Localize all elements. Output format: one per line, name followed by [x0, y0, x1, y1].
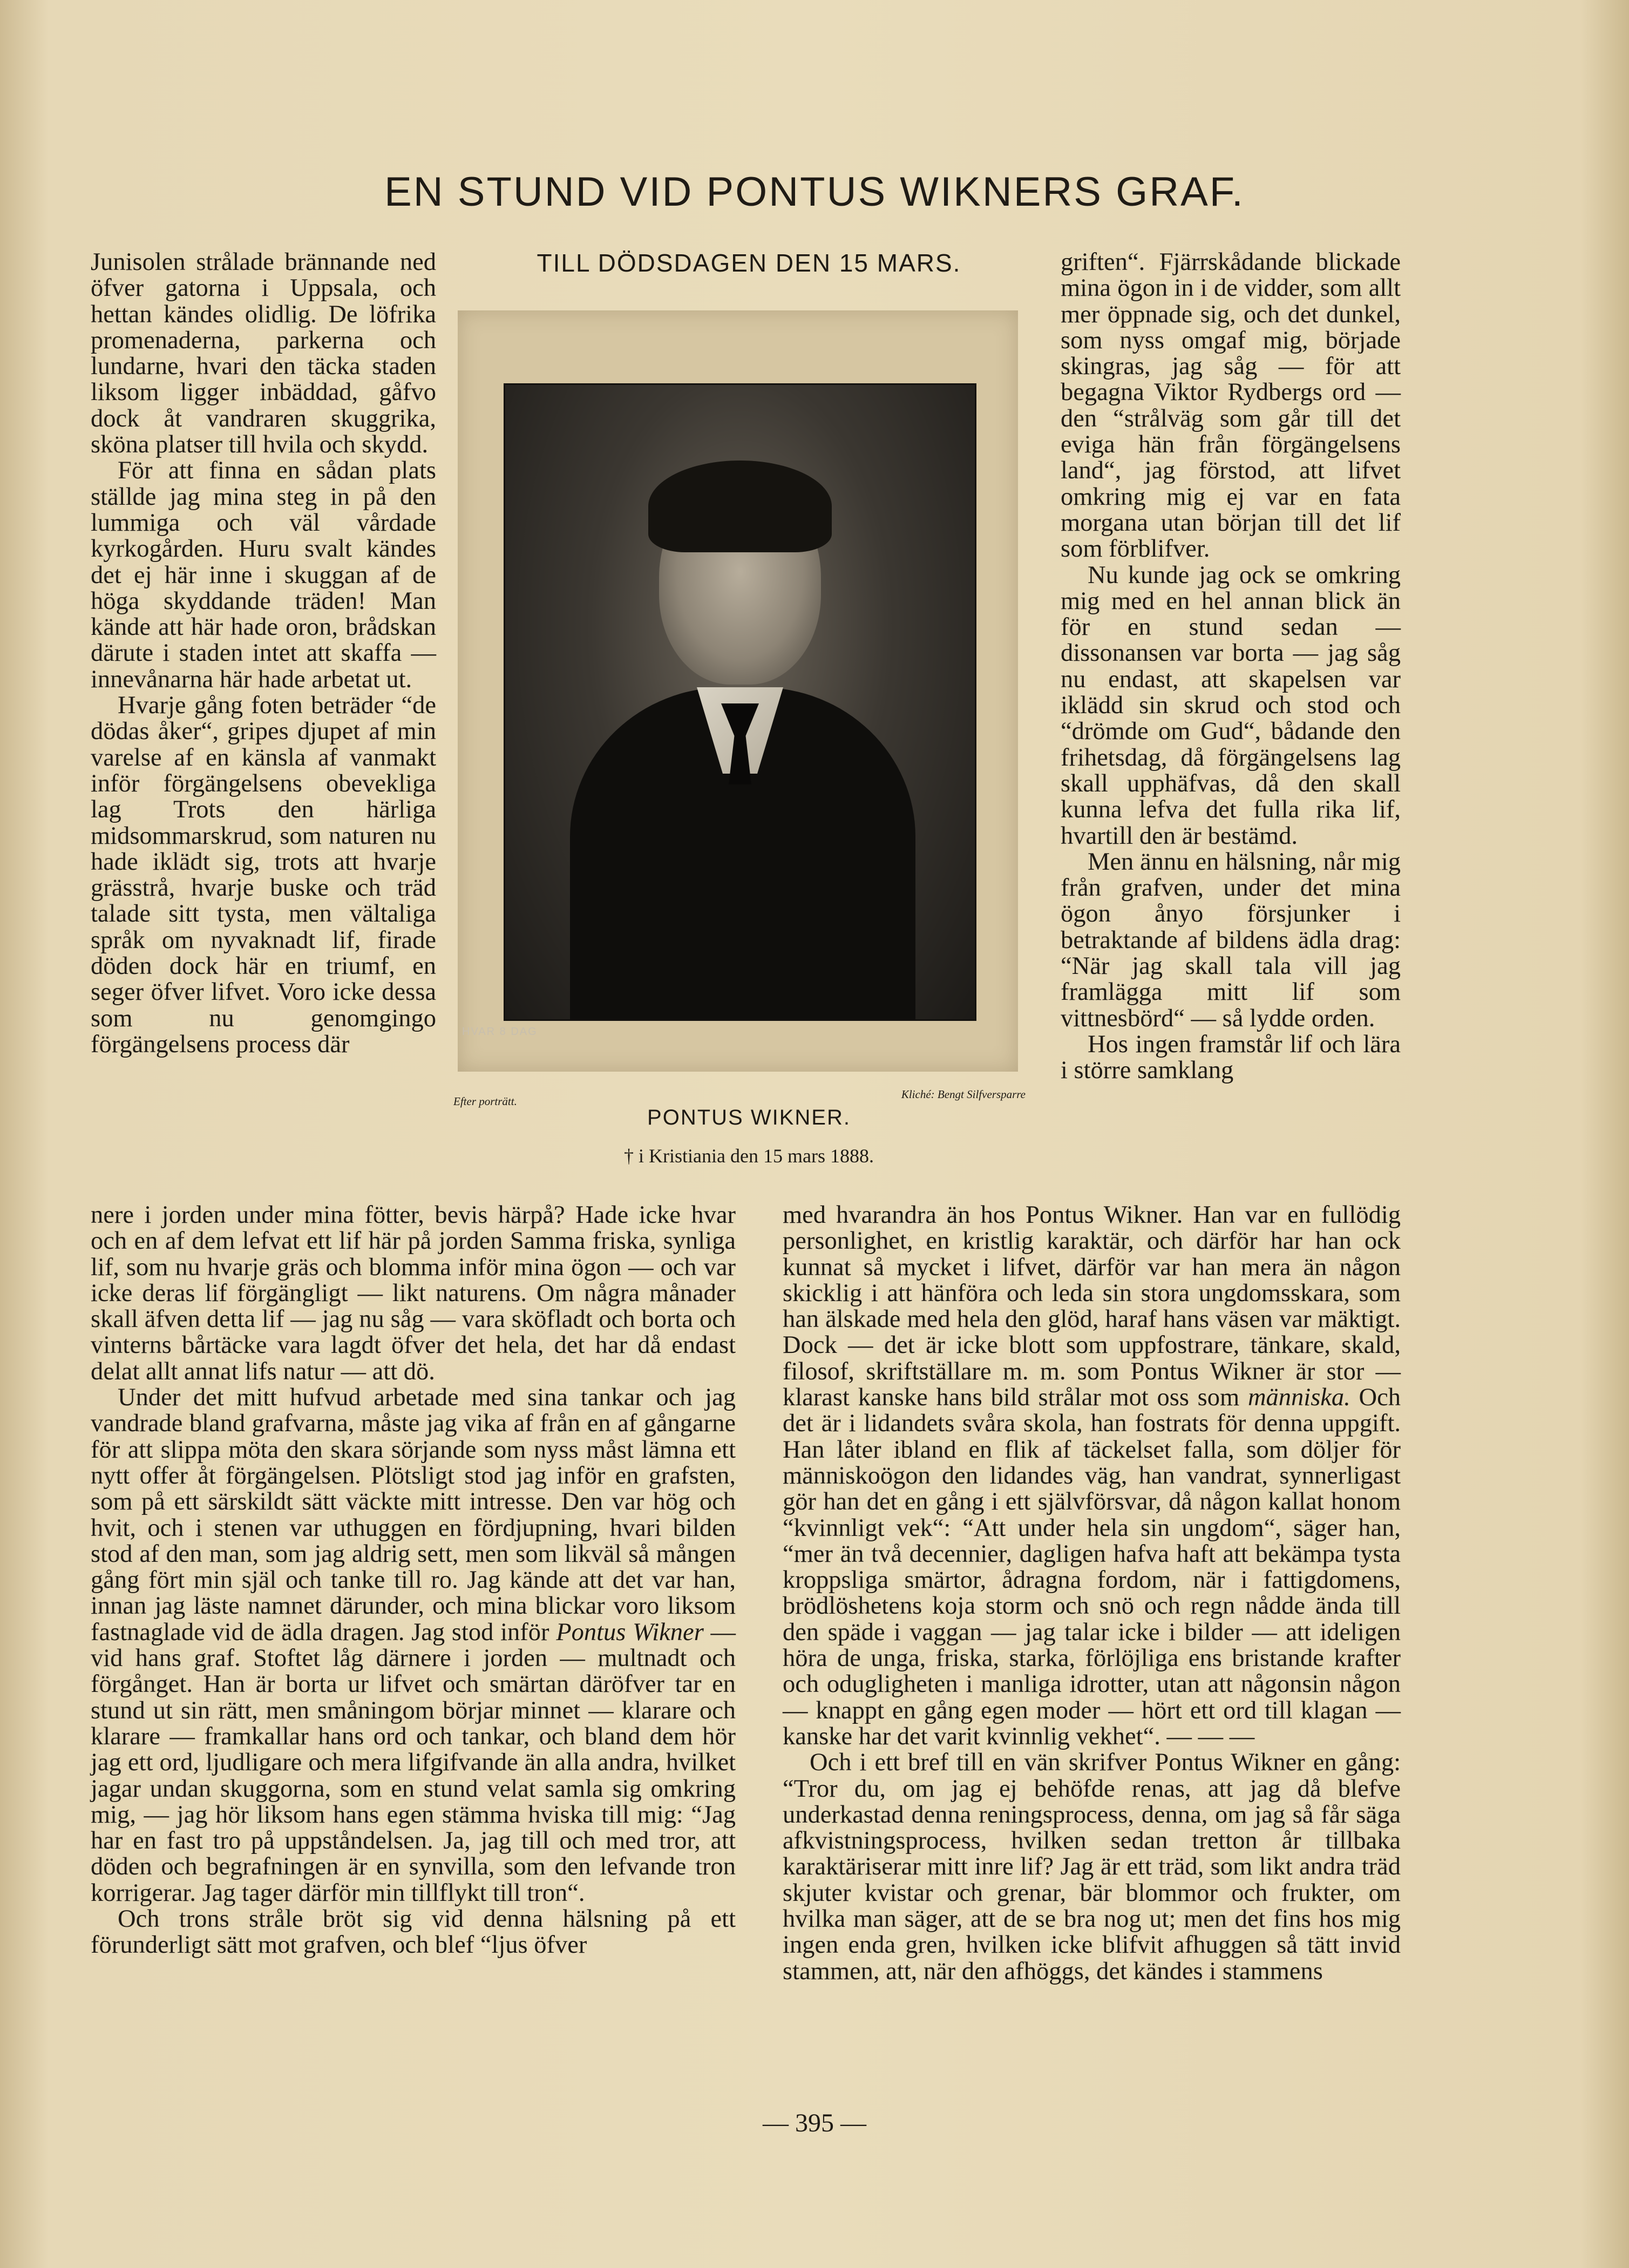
- figure-dedication: TILL DÖDSDAGEN DEN 15 MARS.: [537, 249, 961, 277]
- paragraph: nere i jorden under mina fötter, bevis härpå? Hade icke hvar och en af dem lefvat ett lif här på jorden Samma friska, synliga lif, som nu hvarje gräs och blomma inför mina ögon — och var icke deras lif förgängligt — likt naturens. Om några månader skall äfven detta lif — jag nu såg — vara sköfladt och borta och vinterns bårtäcke vara lagdt öfver det hela, det har då endast delat allt annat lifs natur — att dö.: [91, 1201, 736, 1385]
- paragraph-text: Och det är i lidandets svåra skola, han fostrats för denna uppgift. Han låter ibland en flik af täckelset falla, som döljer för människoögon den lidandes väg, han vandrat, synnerligast gör han det en gång i ett självförsvar, då någon kallat honom “kvinnligt vek“: “Att under hela sin ungdom“, säger han, “mer än två decennier, dagligen hafva haft att bekämpa tysta kroppsliga smärtor, ådragna fordom, när i fattigdomens, brödlöshetens koja storm och snö och regn nådde ända till den späde i vaggan — jag talar icke i bilder — att ideligen höra de unga, friska, starka, förlöjliga ens bristande krafter och odugligheten i manliga idrotter, utan att någonsin någon — knappt en gång egen moder — hört ett ord till klagan — kanske har det varit kvinnlig vekhet“. — — —: [783, 1384, 1401, 1750]
- figure-caption-date: † i Kristiania den 15 mars 1888.: [624, 1145, 874, 1167]
- right-column: [1061, 249, 1401, 1084]
- paragraph: Junisolen strålade brännande ned öfver gatorna i Uppsala, och hettan kändes olidlig. De löfrika promenaderna, parkerna och lundarne, hvari den täcka staden liksom ligger inbäddad, gåfvo dock åt vandraren skuggrika, sköna platser till hvila och skydd.: [91, 248, 436, 459]
- paragraph: För att finna en sådan plats ställde jag mina steg in på den lummiga och väl vårdade kyrkogården. Huru svalt kändes det ej här inne i skuggan af de höga skyddande träden! Man kände att här hade oron, brådskan därute i staden intet att skaffa — innevånarna här hade arbetat ut.: [91, 457, 436, 693]
- paragraph: Och trons stråle bröt sig vid denna hälsning på ett förunderligt sätt mot grafven, och blef “ljus öfver: [91, 1905, 736, 1959]
- bottom-right-column: [783, 1202, 1401, 1985]
- photo-mount: [458, 310, 1018, 1072]
- photo-credit-source: Efter porträtt.: [453, 1095, 517, 1108]
- paragraph: Hvarje gång foten beträder “de dödas åker“, gripes djupet af min varelse af en känsla af vanmakt inför förgängelsens obevekliga lag Trots den härliga midsommarskrud, som naturen nu hade iklädt sig, trots att hvarje grässtrå, hvarje buske och träd talade sitt tysta, men vältaliga språk om nyvaknadt lif, firade döden dock här en triumf, en seger öfver lifvet. Voro icke dessa som nu genomgingo förgängelsens process där: [91, 692, 436, 1058]
- emphasized-name: Pontus Wikner: [556, 1618, 704, 1646]
- portrait-hair: [648, 461, 832, 552]
- portrait-photo: [504, 383, 976, 1021]
- paragraph: [91, 1385, 736, 1906]
- paragraph: Nu kunde jag ock se omkring mig med en hel annan blick än för en stund sedan — dissonansen var borta — jag såg nu endast, att skapelsen var iklädd sin skrud och stod och “drömde om Gud“, bådande den frihetsdag, då förgängelsens lag skall upphäfvas, då den skall kunna lefva det fulla rika lif, hvartill den är bestämd.: [1061, 561, 1401, 850]
- paragraph: Hos ingen framstår lif och lära i större samklang: [1061, 1030, 1401, 1085]
- article-title: EN STUND VID PONTUS WIKNERS GRAF.: [384, 169, 1245, 215]
- paragraph: griften“. Fjärrskådande blickade mina ögon in i de vidder, som allt mer öppnade sig, och det dunkel, som nyss omgaf mig, började skingras, jag såg — för att begagna Viktor Rydbergs ord — den “strålväg som går till det eviga hän från förgängelsens land“, jag förstod, att lifvet omkring mig ej var en fata morgana utan början till det lif som förblifver.: [1061, 248, 1401, 563]
- photo-credit-engraver: Kliché: Bengt Silfversparre: [901, 1088, 1026, 1101]
- left-column: [91, 249, 436, 1058]
- photo-stamp: HVAR 8 DAG: [462, 1026, 538, 1038]
- paragraph-text: Under det mitt hufvud arbetade med sina tankar och jag vandrade bland grafvarna, måste jag vika af från en af gångarne för att slippa möta den skara sörjande som nyss måst lämna ett nytt offer åt förgängelsen. Plötsligt stod jag inför en grafsten, som på ett särskildt sätt väckte mitt intresse. Den var hög och hvit, och i stenen var uthuggen en fördjupning, hvari bilden stod af den man, som jag aldrig sett, men som likväl så mången gång fört min själ och tanke till ro. Jag kände att det var han, innan jag läste namnet därunder, och mina blickar voro liksom fastnaglade vid de ädla dragen. Jag stod inför: [91, 1384, 736, 1646]
- paragraph-text: — vid hans graf. Stoftet låg därnere i jorden — multnadt och förgånget. Han är borta ur lifvet och smärtan däröfver tar en stund ut sin rätt, men småningom börjar minnet — klarare och klarare — framkallar hans ord och tankar, och bland dem hör jag ett ord, ljudligare och mera lifgifvande än alla andra, hvilket jagar undan skuggorna, som en stund velat samla sig omkring mig, — jag hör liksom hans egen stämma hviska till mig: “Jag har en fast tro på uppståndelsen. Ja, jag till och med tror, att döden och begrafningen är en synvilla, som den lefvande tron korrigerar. Jag tager därför min tillflykt till tron“.: [91, 1618, 736, 1907]
- bottom-left-column: [91, 1202, 736, 1959]
- emphasized-word: människa.: [1247, 1384, 1350, 1412]
- portrait-figure: [443, 248, 1055, 1180]
- paragraph: Och i ett bref till en vän skrifver Pontus Wikner en gång: “Tror du, om jag ej behöfde renas, att jag då blefve underkastad denna reningsprocess, denna, om jag så får säga afkvistningsprocess, hvilken sedan tretton år tillbaka karaktäriserar mitt inre lif? Jag är ett träd, som likt andra träd skjuter kvistar och grenar, bär blommor och frukter, om hvilka man säger, att de se bra nog ut; men det fins hos mig ingen enda gren, hvilken icke blifvit afhuggen så tätt invid stammen, att, när den afhöggs, det kändes i stammens: [783, 1749, 1401, 1985]
- figure-caption-name: PONTUS WIKNER.: [647, 1106, 851, 1129]
- paragraph: [783, 1202, 1401, 1750]
- paragraph-text: med hvarandra än hos Pontus Wikner. Han var en fullödig personlighet, en kristlig karaktär, och därför har han ock kunnat så mycket i lifvet, därför var han mera än någon skicklig i att hänföra och leda sin stora ungdomsskara, som han älskade med hela den glöd, haraf hans väsen var mäktigt. Dock — det är icke blott som uppfostrare, tänkare, skald, filosof, skriftställare m. m. som Pontus Wikner är stor — klarast kanske hans bild strålar mot oss som: [783, 1201, 1401, 1412]
- paragraph: Men ännu en hälsning, når mig från grafven, under det mina ögon ånyo försjunker i betraktande af bildens ädla drag: “När jag skall tala vill jag framlägga mitt lif som vittnesbörd“ — så lydde orden.: [1061, 848, 1401, 1032]
- page-number: — 395 —: [763, 2109, 866, 2137]
